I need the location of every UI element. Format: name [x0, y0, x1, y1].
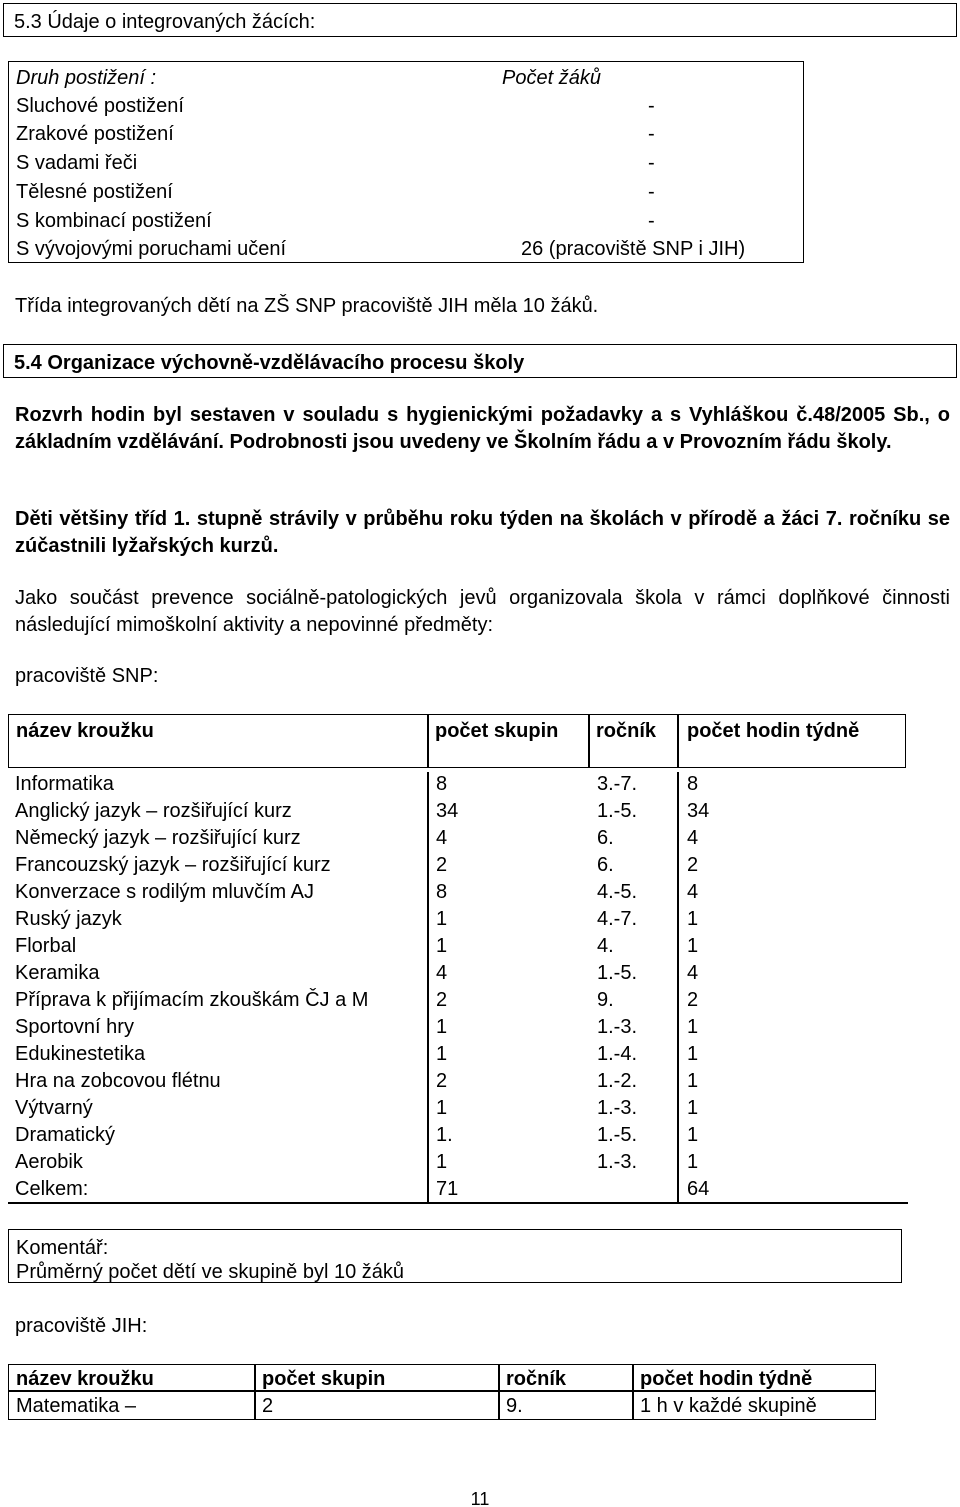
group-count: 2 [436, 989, 448, 1011]
activity-name: Edukinestetika [15, 1043, 146, 1065]
disability-type: S vadami řeči [16, 152, 138, 174]
snp-column-divider [677, 772, 679, 1203]
grade-range: 1.-3. [597, 1016, 638, 1038]
group-count: 1. [436, 1124, 453, 1146]
total-groups: 71 [436, 1178, 459, 1200]
activity-name: Informatika [15, 773, 114, 795]
snp-header-grade: ročník [596, 720, 657, 742]
weekly-hours: 1 [687, 1124, 699, 1146]
weekly-hours: 4 [687, 881, 699, 903]
activity-name: Výtvarný [15, 1097, 93, 1119]
grade-range: 4. [597, 935, 614, 957]
pupil-count: - [648, 181, 655, 203]
activity-name: Keramika [15, 962, 100, 984]
weekly-hours: 4 [687, 827, 699, 849]
activity-name: Hra na zobcovou flétnu [15, 1070, 221, 1092]
group-count: 1 [436, 908, 448, 930]
comment-box [8, 1229, 902, 1283]
weekly-hours: 8 [687, 773, 699, 795]
weekly-hours: 1 [687, 1043, 699, 1065]
schedule-paragraph: Rozvrh hodin byl sestaven v souladu s hygienickými požadavky a s Vyhláškou č.48/2005 Sb., o základním vzdělávání. Podrobnosti jsou uvedeny ve Školním řádu a v Provozním řádu školy. [15, 404, 950, 453]
jih-column-divider [254, 1365, 256, 1419]
disability-type: S kombinací postižení [16, 210, 212, 232]
activity-name: Dramatický [15, 1124, 116, 1146]
jih-table [8, 1364, 876, 1420]
total-label: Celkem: [15, 1178, 89, 1200]
group-count: 1 [436, 1016, 448, 1038]
col-header-pupil-count: Počet žáků [502, 67, 601, 89]
pupil-count: 26 (pracoviště SNP i JIH) [521, 238, 746, 260]
grade-range: 4.-5. [597, 881, 638, 903]
grade-range: 1.-5. [597, 800, 638, 822]
pupil-count: - [648, 152, 655, 174]
weekly-hours: 34 [687, 800, 710, 822]
activity-name: Sportovní hry [15, 1016, 134, 1038]
school-nature-paragraph: Děti většiny tříd 1. stupně strávily v průběhu roku týden na školách v přírodě a žáci 7. ročníku se zúčastnili lyžařských kurzů. [15, 508, 950, 557]
jih-header-grade: ročník [506, 1368, 567, 1390]
snp-table-bottom-rule [8, 1202, 908, 1204]
snp-header-groups: počet skupin [435, 720, 559, 742]
pupil-count: - [648, 123, 655, 145]
pupil-count: - [648, 95, 655, 117]
jih-header-activity: název kroužku [16, 1368, 154, 1390]
activity-name: Německý jazyk – rozšiřující kurz [15, 827, 301, 849]
snp-site-label: pracoviště SNP: [15, 665, 159, 687]
group-count: 1 [436, 1097, 448, 1119]
group-count: 2 [262, 1395, 274, 1417]
col-header-disability-type: Druh postižení : [16, 67, 157, 89]
total-hours: 64 [687, 1178, 710, 1200]
disability-type: Tělesné postižení [16, 181, 173, 203]
disability-type: Sluchové postižení [16, 95, 184, 117]
jih-site-label: pracoviště JIH: [15, 1315, 148, 1337]
activity-name: Aerobik [15, 1151, 83, 1173]
prevention-paragraph: Jako součást prevence sociálně-patologických jevů organizovala škola v rámci doplňkové činnosti následující mimoškolní aktivity a nepovinné předměty: [15, 587, 950, 636]
group-count: 34 [436, 800, 459, 822]
weekly-hours: 2 [687, 989, 699, 1011]
grade-range: 6. [597, 827, 614, 849]
pupil-count: - [648, 210, 655, 232]
group-count: 1 [436, 1151, 448, 1173]
group-count: 1 [436, 935, 448, 957]
jih-header-hours: počet hodin týdně [640, 1368, 813, 1390]
disability-type: Zrakové postižení [16, 123, 174, 145]
weekly-hours: 1 [687, 908, 699, 930]
grade-range: 1.-5. [597, 962, 638, 984]
grade-range: 4.-7. [597, 908, 638, 930]
snp-header-activity: název kroužku [16, 720, 154, 742]
group-count: 4 [436, 827, 448, 849]
activity-name: Konverzace s rodilým mluvčím AJ [15, 881, 314, 903]
grade-range: 1.-2. [597, 1070, 638, 1092]
snp-column-divider [427, 772, 429, 1203]
weekly-hours: 1 [687, 1070, 699, 1092]
disability-type: S vývojovými poruchami učení [16, 238, 287, 260]
weekly-hours: 1 [687, 1016, 699, 1038]
activity-name: Ruský jazyk [15, 908, 122, 930]
jih-column-divider [498, 1365, 500, 1419]
section-54-title: 5.4 Organizace výchovně-vzdělávacího procesu školy [14, 352, 525, 374]
group-count: 1 [436, 1043, 448, 1065]
weekly-hours: 2 [687, 854, 699, 876]
activity-name: Příprava k přijímacím zkouškám ČJ a M [15, 989, 369, 1011]
weekly-hours: 1 [687, 1097, 699, 1119]
activity-name: Matematika – [16, 1395, 137, 1417]
activity-name: Anglický jazyk – rozšiřující kurz [15, 800, 292, 822]
weekly-hours: 1 [687, 1151, 699, 1173]
page-number: 11 [470, 1489, 490, 1507]
jih-column-divider [632, 1365, 634, 1419]
group-count: 8 [436, 881, 448, 903]
group-count: 2 [436, 1070, 448, 1092]
activity-name: Florbal [15, 935, 77, 957]
grade-range: 1.-4. [597, 1043, 638, 1065]
grade-range: 9. [597, 989, 614, 1011]
snp-header-hours: počet hodin týdně [687, 720, 860, 742]
jih-row-divider [9, 1390, 875, 1392]
comment-label: Komentář: [16, 1237, 109, 1259]
jih-header-groups: počet skupin [262, 1368, 386, 1390]
grade-range: 1.-3. [597, 1151, 638, 1173]
grade-range: 3.-7. [597, 773, 638, 795]
weekly-hours: 4 [687, 962, 699, 984]
weekly-hours: 1 h v každé skupině [640, 1395, 817, 1417]
comment-text: Průměrný počet dětí ve skupině byl 10 žáků [16, 1261, 404, 1283]
grade-range: 6. [597, 854, 614, 876]
group-count: 2 [436, 854, 448, 876]
integrated-class-note: Třída integrovaných dětí na ZŠ SNP pracoviště JIH měla 10 žáků. [15, 295, 599, 317]
group-count: 4 [436, 962, 448, 984]
grade-range: 1.-3. [597, 1097, 638, 1119]
weekly-hours: 1 [687, 935, 699, 957]
group-count: 8 [436, 773, 448, 795]
section-53-title: 5.3 Údaje o integrovaných žácích: [14, 11, 316, 33]
grade-range: 9. [506, 1395, 523, 1417]
activity-name: Francouzský jazyk – rozšiřující kurz [15, 854, 331, 876]
grade-range: 1.-5. [597, 1124, 638, 1146]
